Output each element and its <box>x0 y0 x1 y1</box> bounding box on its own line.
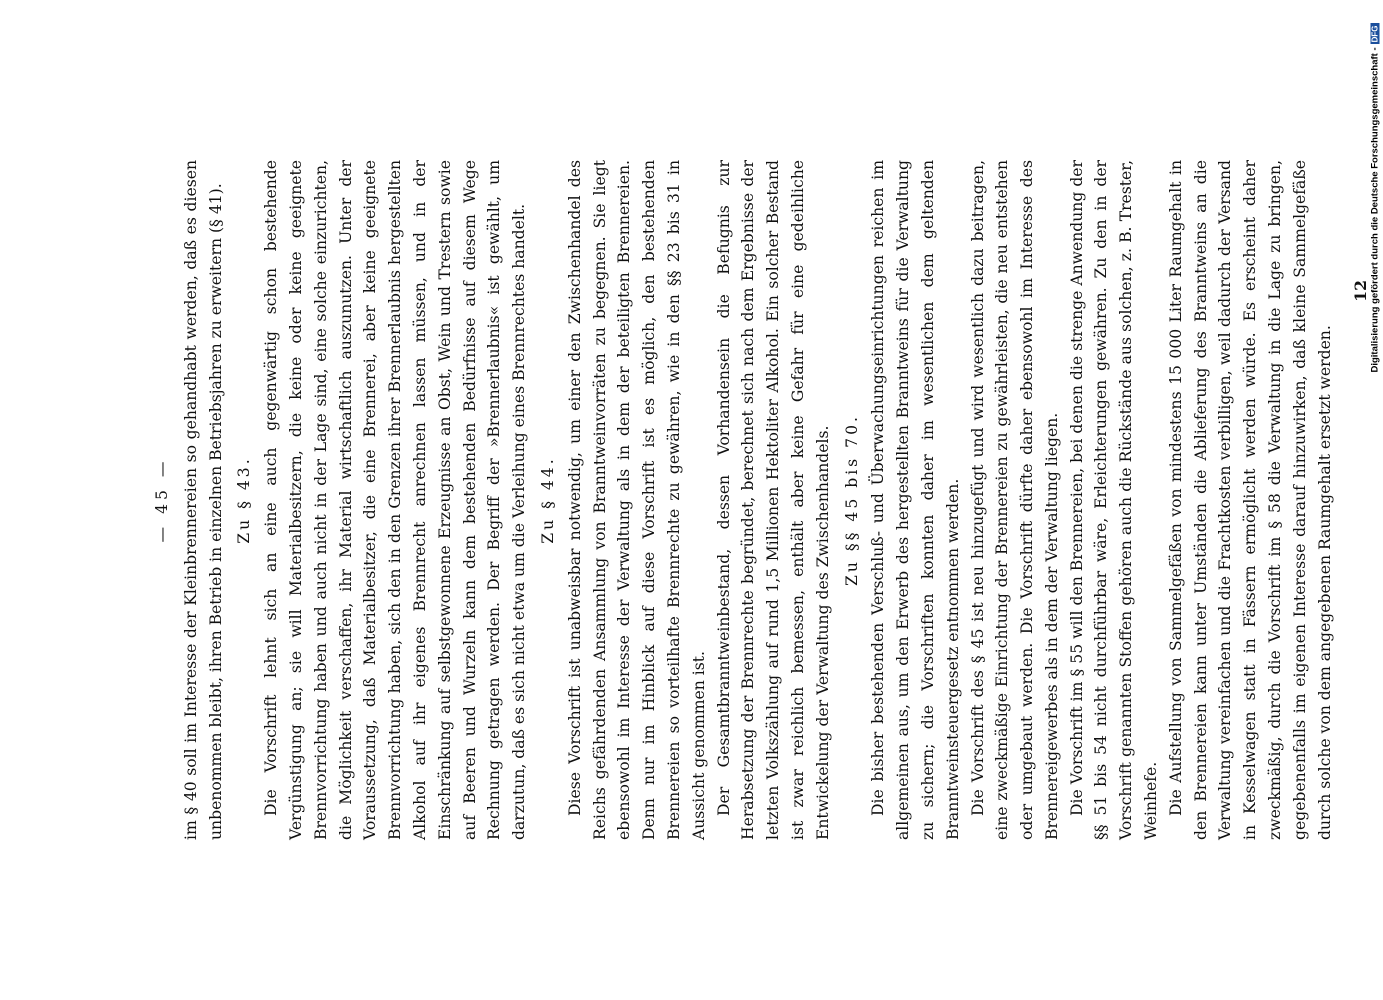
dfg-watermark <box>1368 8 1382 388</box>
page-footer-number: 12 <box>1351 280 1371 302</box>
section-paragraph: Diese Vorschrift ist unabweisbar notwendig, um einer den Zwischenhandel des Reichs gefährdenden Ansammlung von Branntweinvorräten zu begegnen. Sie liegt ebensowohl im Interesse der Verwaltung als in dem der beteiligten Brennereien. Denn nur im Hinblick auf diese Vorschrift ist es möglich, den bestehenden Brennereien so vorteilhafte Brennrechte zu gewähren, wie in den §§ 23 bis 31 in Aussicht genommen ist. <box>565 160 708 840</box>
page-number-header: — 45 — <box>153 457 171 543</box>
section-heading: Zu §§ 45 bis 70. <box>842 414 861 586</box>
section-paragraph: Der Gesamtbranntweinbestand, dessen Vorhandensein die Befugnis zur Herabsetzung der Brennrechte begründet, berechnet sich nach dem Ergebnisse der letzten Volkszählung auf rund 1,5 Millionen Hektoliter Alkohol. Ein solcher Bestand ist zwar reichlich bemessen, enthält aber keine Gefahr für eine gedeihliche Entwickelung der Verwaltung des Zwischenhandels. <box>714 160 832 840</box>
section-paragraph: Die Aufstellung von Sammelgefäßen von mindestens 15 000 Liter Raumgehalt in den Brennereien kann unter Umständen die Ablieferung des Branntweins an die Verwaltung vereinfachen und die Frachtkosten verbilligen, weil dadurch der Versand in Kesselwagen statt in Fässern ermöglicht werden würde. Es erscheint daher zweckmäßig, durch die Vorschrift im § 58 die Verwaltung in die Lage zu bringen, gegebenenfalls im eigenen Interesse darauf hinzuwirken, daß kleine Sammelgefäße durch solche von dem angegebenen Raumgehalt ersetzt werden. <box>1166 160 1334 840</box>
section-44 <box>536 160 836 840</box>
watermark-text: Digitalisierung gefördert durch die Deutsche Forschungsgemeinschaft - <box>1369 47 1381 373</box>
section-paragraph: Die Vorschrift des § 45 ist neu hinzugefügt und wird wesentlich dazu beitragen, eine zweckmäßige Einrichtung der Brennereien zu gewährleisten, die neu entstehen oder umgebaut werden. Die Vorschrift dürfte daher ebensowohl im Interesse des Brennereigewerbes als in dem der Verwaltung liegen. <box>968 160 1061 840</box>
section-heading: Zu § 43. <box>235 456 254 544</box>
section-43 <box>232 160 532 840</box>
section-45-70 <box>840 160 1338 840</box>
dfg-logo: DFG <box>1370 25 1380 43</box>
section-heading: Zu § 44. <box>538 456 557 544</box>
section-paragraph: Die bisher bestehenden Verschluß- und Überwachungseinrichtungen reichen im allgemeinen aus, um den Erwerb des hergestellten Branntweins für die Verwaltung zu sichern; die Vorschriften konnten daher im wesentlichen dem geltenden Branntweinsteuergesetz entnommen werden. <box>869 160 962 840</box>
document-page <box>150 160 1371 840</box>
intro-paragraph: im § 40 soll im Interesse der Kleinbrennereien so gehandhabt werden, daß es diesen unbenommen bleibt, ihren Betrieb in einzelnen Betriebsjahren zu erweitern (§ 41). <box>181 160 225 840</box>
section-paragraph: Die Vorschrift im § 55 will den Brennereien, bei denen die strenge Anwendung der §§ 51 bis 54 nicht durchführbar wäre, Erleichterungen gewähren. Zu den in der Vorschrift genannten Stoffen gehören auch die Rückstände aus solchen, z. B. Trester, Weinhefe. <box>1067 160 1161 840</box>
section-paragraph: Die Vorschrift lehnt sich an eine auch gegenwärtig schon bestehende Vergünstigung an; sie will Materialbesitzern, die keine oder keine geeignete Brennvorrichtung haben und auch nicht in der Lage sind, eine solche einzurichten, die Möglichkeit verschaffen, ihr Material wirtschaftlich auszunutzen. Unter der Voraussetzung, daß Materialbesitzer, die eine Brennerei, aber keine geeignete Brennvorrichtung haben, sich den in den Grenzen ihrer Brennerlaubnis hergestellten Alkohol auf ihr eigenes Brennrecht anrechnen lassen müssen, und in der Einschränkung auf selbstgewonnene Erzeugnisse an Obst, Wein und Trestern sowie auf Beeren und Wurzeln kann dem bestehenden Bedürfnisse auf diesem Wege Rechnung getragen werden. Der Begriff der »Brennerlaubnis« ist gewählt, um darzutun, daß es sich nicht etwa um die Verleihung eines Brennrechtes handelt. <box>262 160 529 840</box>
